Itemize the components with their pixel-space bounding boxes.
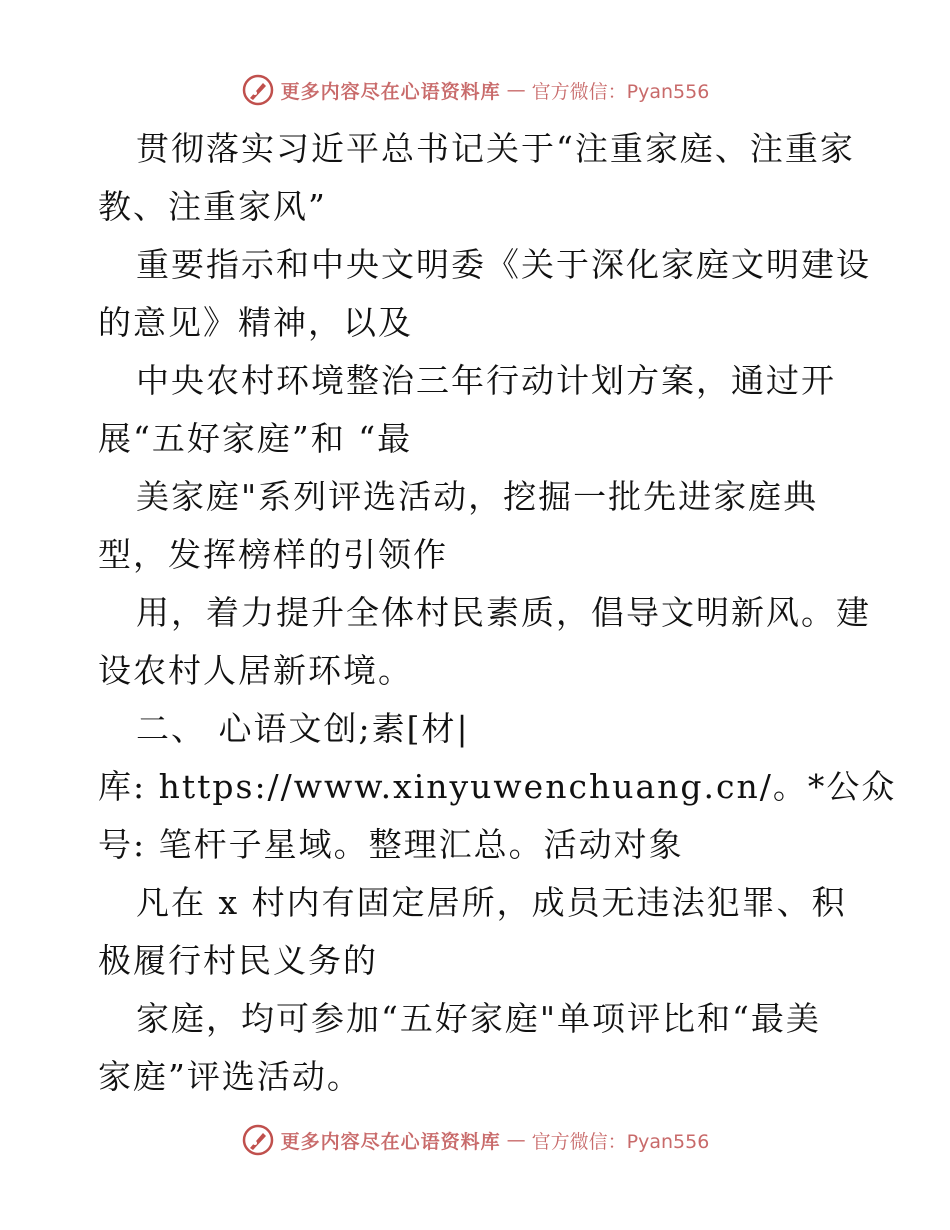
text-line: 重要指示和中央文明委《关于深化家庭文明建设 [136, 245, 871, 284]
text-line: 家庭”评选活动。 [98, 1057, 362, 1096]
document-body [98, 120, 897, 1106]
header-watermark [0, 70, 950, 110]
text-line: 展“五好家庭”和 “最 [98, 419, 413, 458]
watermark-dash: — [506, 1129, 526, 1151]
text-line: 型，发挥榜样的引领作 [98, 535, 448, 574]
watermark-wechat: 官方微信：Pyan556 [531, 1130, 710, 1153]
watermark-brand: 更多内容尽在心语资料库 [280, 80, 501, 103]
text-line: 贯彻落实习近平总书记关于“注重家庭、注重家 [136, 129, 855, 168]
text-line: 凡在 x 村内有固定居所，成员无违法犯罪、积 [136, 883, 847, 922]
text-line: 的意见》精神，以及 [98, 303, 413, 342]
pen-logo-icon [241, 1123, 275, 1157]
watermark-brand: 更多内容尽在心语资料库 [280, 1130, 501, 1153]
watermark-dash: — [506, 79, 526, 101]
pen-logo-icon [241, 73, 275, 107]
text-line: 用，着力提升全体村民素质，倡导文明新风。建 [136, 593, 871, 632]
text-line: 教、注重家风” [98, 187, 327, 226]
footer-watermark [0, 1120, 950, 1160]
section-heading: 二、 心语文创;素[材| [136, 709, 470, 748]
text-line: 极履行村民义务的 [98, 941, 378, 980]
text-line: 号: 笔杆子星域。整理汇总。活动对象 [98, 825, 684, 864]
text-line: 中央农村环境整治三年行动计划方案，通过开 [136, 361, 836, 400]
watermark-wechat: 官方微信：Pyan556 [531, 80, 710, 103]
text-line: 家庭，均可参加“五好家庭"单项评比和“最美 [136, 999, 821, 1038]
text-line: 库: https://www.xinyuwenchuang.cn/。*公众 [98, 767, 897, 806]
text-line: 设农村人居新环境。 [98, 651, 413, 690]
text-line: 美家庭"系列评选活动，挖掘一批先进家庭典 [136, 477, 819, 516]
